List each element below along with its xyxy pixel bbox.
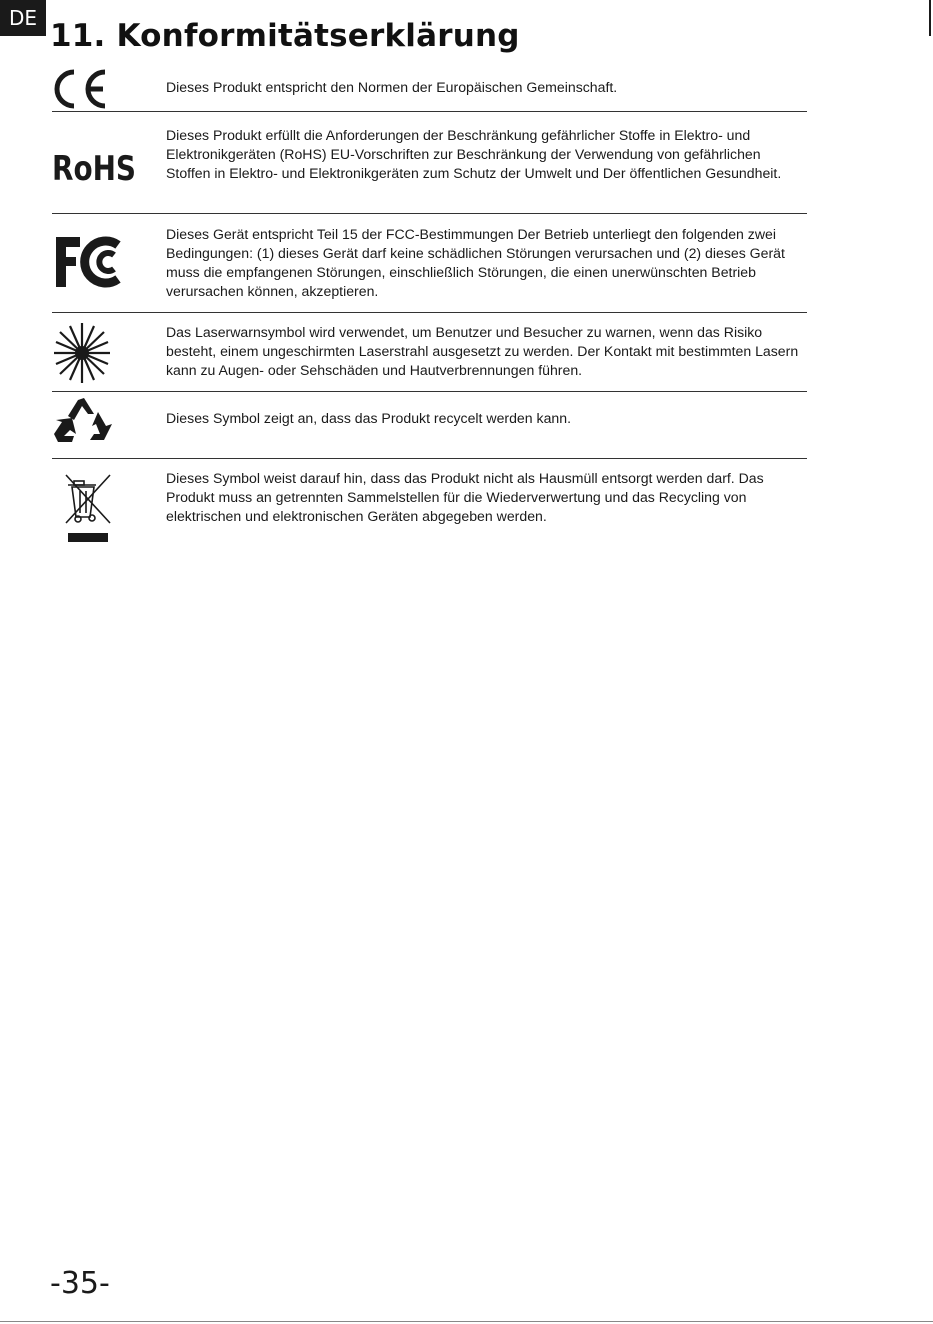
conformity-item-rohs <box>52 124 807 202</box>
conformity-text-fcc: Dieses Gerät entspricht Teil 15 der FCC-Bestimmungen Der Betrieb unterliegt den folgenden zwei Bedingungen: (1) dieses Gerät darf keine schädlichen Störungen verursachen und (2) dieses Gerät muss die empfangenen Störungen, einschließlich Störungen, die einen unerwünschten Betrieb verursachen können, akzeptieren. <box>166 226 785 299</box>
conformity-item-laser <box>52 318 807 388</box>
conformity-text-weee: Dieses Symbol weist darauf hin, dass das Produkt nicht als Hausmüll entsorgt werden darf. Das Produkt muss an getrennten Sammelstellen für die Wiederverwertung und das Recycling von elektrischen und elektronischen Geräten abgegeben werden. <box>166 470 764 524</box>
conformity-text-laser: Das Laserwarnsymbol wird verwendet, um Benutzer und Besucher zu warnen, wenn das Risiko besteht, einem ungeschirmten Laserstrahl ausgesetzt zu werden. Der Kontakt mit bestimmten Lasern kann zu Augen- oder Sehschäden und Hautverbrennungen führen. <box>166 324 799 378</box>
divider <box>52 213 807 214</box>
page-number: -35- <box>50 1266 110 1301</box>
divider <box>52 312 807 313</box>
rohs-logo-text: RoHS <box>52 149 136 189</box>
weee-bin-icon <box>52 471 116 547</box>
language-tab: DE <box>0 0 46 36</box>
conformity-text-rohs: Dieses Produkt erfüllt die Anforderungen der Beschränkung gefährlicher Stoffe in Elektro- und Elektronikgeräten (RoHS) EU-Vorschriften zur Beschränkung der Verwendung von gefährlichen Stoffen in Elektro- und Elektronikgeräten zum Schutz der Umwelt und Der öffentlichen Gesundheit. <box>166 127 782 181</box>
conformity-item-weee <box>52 469 807 545</box>
fcc-icon <box>52 231 132 295</box>
conformity-item-fcc <box>52 225 807 305</box>
recycle-icon <box>52 394 116 456</box>
laser-warning-icon <box>52 320 112 390</box>
conformity-text-ce: Dieses Produkt entspricht den Normen der Europäischen Gemeinschaft. <box>166 79 618 95</box>
edge-mark <box>929 0 931 36</box>
rohs-icon <box>52 144 142 192</box>
conformity-text-recycle: Dieses Symbol zeigt an, dass das Produkt recycelt werden kann. <box>166 410 572 426</box>
conformity-item-recycle <box>52 392 807 454</box>
divider <box>52 111 807 112</box>
divider <box>52 458 807 459</box>
conformity-item-ce <box>52 66 807 112</box>
page-title: 11. Konformitätserklärung <box>50 18 520 54</box>
ce-mark-icon <box>52 66 112 116</box>
bottom-border <box>0 1321 933 1322</box>
